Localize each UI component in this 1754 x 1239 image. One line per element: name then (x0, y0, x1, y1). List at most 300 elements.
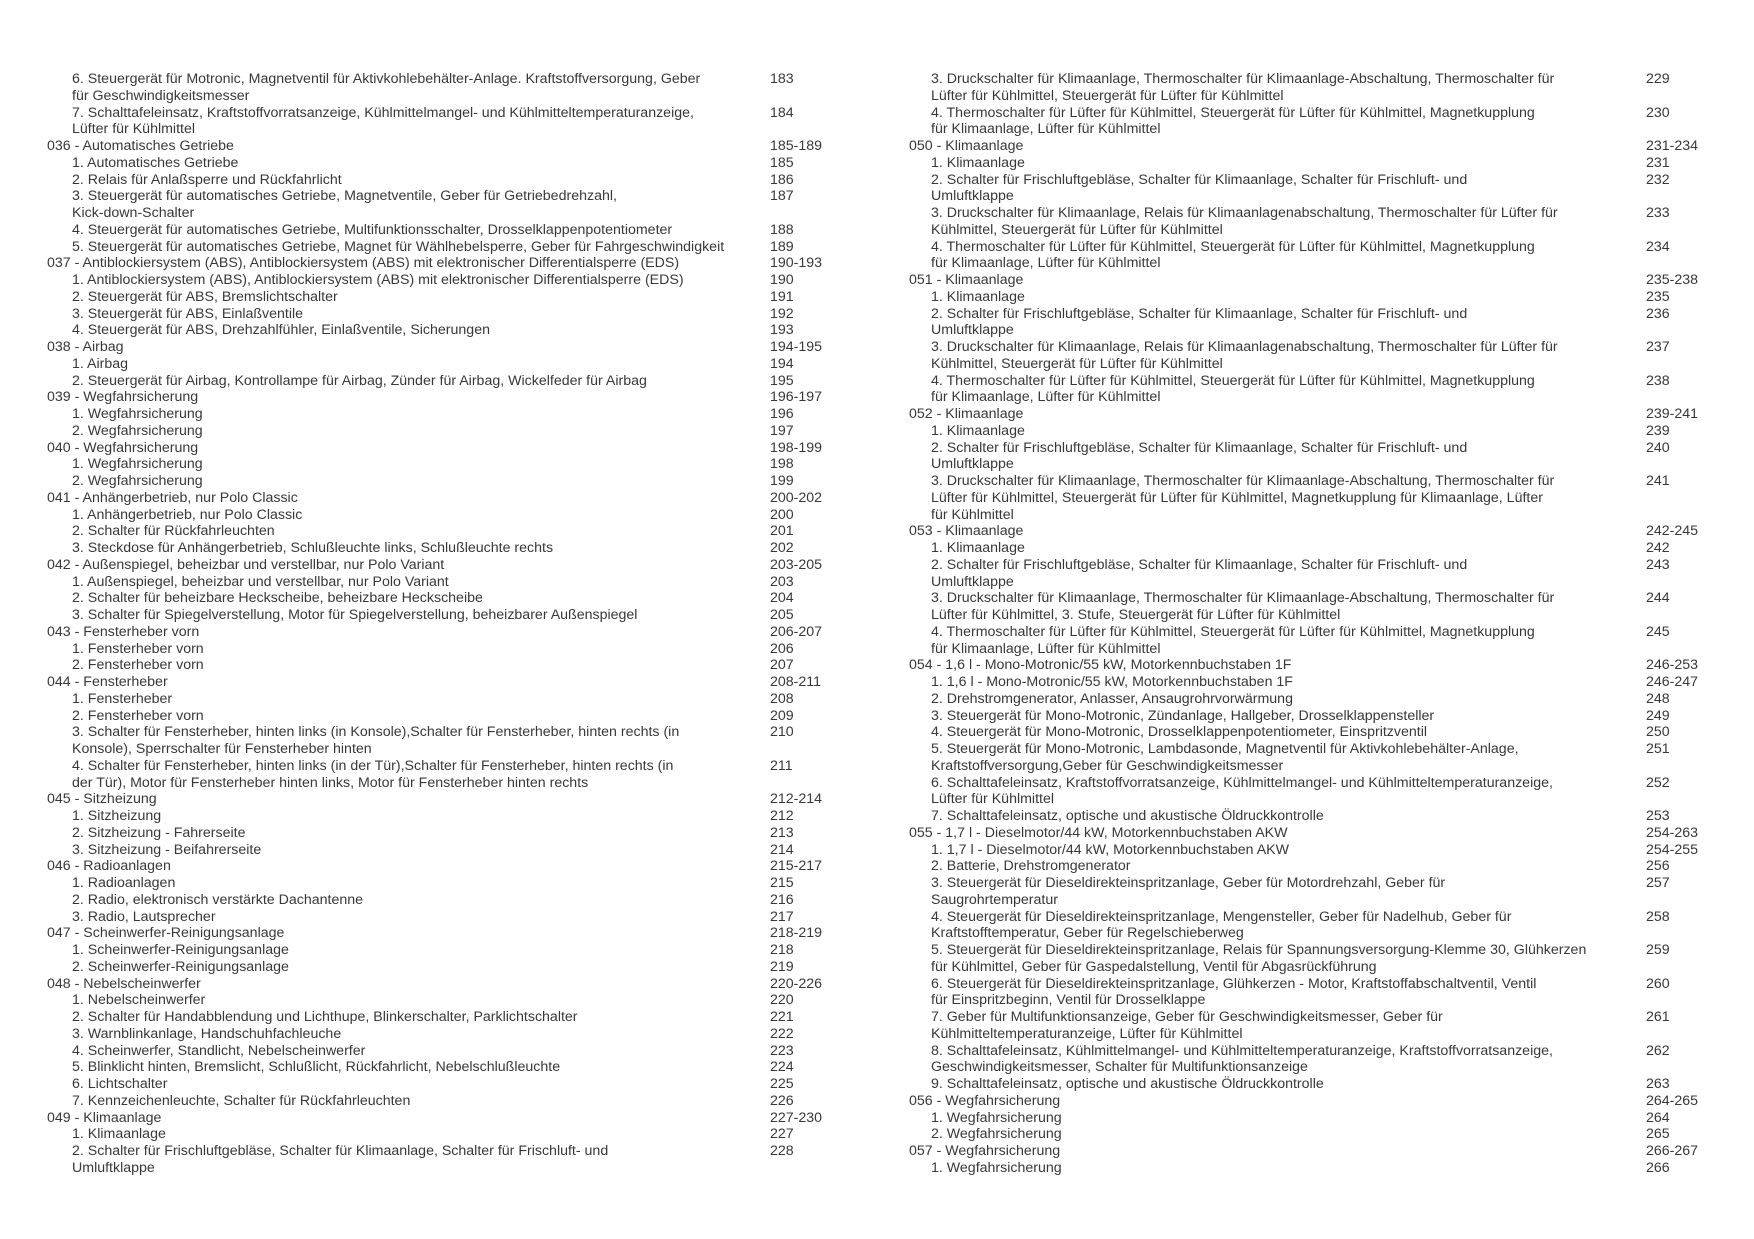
toc-sub-entry (47, 1026, 847, 1043)
toc-entry-page-number: 220-226 (770, 975, 823, 992)
toc-entry-continuation-line: Kick-down-Schalter (72, 205, 195, 221)
toc-entry-text (47, 875, 847, 892)
toc-sub-entry (47, 657, 847, 674)
toc-entry-page-number: 207 (770, 657, 794, 674)
toc-section-entry (47, 389, 847, 406)
toc-sub-entry (47, 1093, 847, 1110)
toc-entry-line: 4. Scheinwerfer, Standlicht, Nebelscheinwerfer (72, 1042, 366, 1059)
toc-entry-line: 053 - Klimaanlage (909, 523, 1024, 540)
toc-entry-line: 7. Schalttafeleinsatz, Kraftstoffvorratsanzeige, Kühlmittelmangel- und Kühlmitteltemperaturanzeige, (72, 104, 694, 121)
toc-entry-continuation-line: Lüfter für Kühlmittel (72, 121, 196, 138)
toc-sub-entry (909, 289, 1699, 306)
toc-entry-page-number: 235-238 (1646, 272, 1699, 288)
toc-sub-entry (909, 239, 1699, 273)
toc-entry-page-number: 237 (1646, 339, 1670, 355)
toc-entry-line: 054 - 1,6 l - Mono-Motronic/55 kW, Motorkennbuchstaben 1F (909, 657, 1292, 674)
toc-sub-entry (47, 540, 847, 557)
toc-sub-entry (47, 507, 847, 524)
toc-entry-page-number: 231-234 (1646, 138, 1699, 154)
toc-entry-text (909, 138, 1699, 155)
toc-entry-text (909, 674, 1699, 691)
toc-entry-text (909, 1093, 1699, 1110)
toc-sub-entry (47, 590, 847, 607)
toc-entry-continuation-line: Saugrohrtemperatur (931, 891, 1058, 908)
toc-entry-page-number: 206 (770, 640, 794, 657)
toc-entry-line: 3. Steuergerät für automatisches Getriebe, Magnetventile, Geber für Getriebedrehzahl, (72, 188, 617, 205)
toc-entry-line: 4. Thermoschalter für Lüfter für Kühlmittel, Steuergerät für Lüfter für Kühlmittel, Magnetkupplung (931, 238, 1535, 255)
toc-entry-line: 2. Steuergerät für ABS, Bremslichtschalter (72, 288, 338, 305)
toc-entry-line: 2. Wegfahrsicherung (931, 1126, 1062, 1143)
toc-sub-entry (909, 842, 1699, 859)
toc-entry-text (47, 557, 847, 574)
toc-entry-page-number: 254-255 (1646, 841, 1699, 858)
toc-sub-entry (909, 1043, 1699, 1077)
toc-entry-page-number: 187 (770, 188, 794, 205)
toc-entry-line: 3. Steckdose für Anhängerbetrieb, Schlußleuchte links, Schlußleuchte rechts (72, 540, 554, 556)
toc-section-entry (909, 1143, 1699, 1160)
toc-entry-page-number: 218 (770, 942, 794, 958)
toc-entry-page-number: 188 (770, 221, 794, 238)
toc-entry-text (47, 389, 847, 406)
toc-entry-text (47, 523, 847, 540)
toc-entry-line: 2. Fensterheber vorn (72, 657, 204, 674)
toc-section-entry (47, 339, 847, 356)
toc-sub-entry (909, 1160, 1699, 1177)
toc-entry-line: 2. Schalter für Rückfahrleuchten (72, 523, 275, 540)
toc-sub-entry (909, 373, 1699, 407)
toc-entry-text (47, 641, 847, 658)
toc-entry-page-number: 239 (1646, 422, 1670, 439)
toc-entry-text (909, 289, 1699, 306)
toc-entry-line: 055 - 1,7 l - Dieselmotor/44 kW, Motorkennbuchstaben AKW (909, 824, 1288, 841)
toc-entry-line: 052 - Klimaanlage (909, 406, 1024, 422)
toc-entry-line: 1. Wegfahrsicherung (931, 1109, 1062, 1126)
toc-sub-entry (47, 641, 847, 658)
toc-entry-text (909, 708, 1699, 725)
toc-entry-line: 6. Lichtschalter (72, 1076, 168, 1092)
toc-entry-line: 2. Fensterheber vorn (72, 707, 204, 724)
toc-entry-line: 7. Kennzeichenleuchte, Schalter für Rückfahrleuchten (72, 1092, 411, 1109)
toc-entry-continuation-line: Umluftklappe (931, 573, 1014, 590)
toc-entry-text (909, 523, 1699, 540)
toc-entry-page-number: 186 (770, 171, 794, 188)
toc-section-entry (909, 523, 1699, 540)
toc-section-entry (47, 1110, 847, 1127)
toc-sub-entry (909, 875, 1699, 909)
toc-section-entry (909, 138, 1699, 155)
toc-entry-text (909, 1076, 1699, 1093)
toc-section-entry (47, 557, 847, 574)
toc-entry-page-number: 261 (1646, 1009, 1670, 1025)
toc-entry-text (47, 356, 847, 373)
toc-entry-page-number: 229 (1646, 71, 1670, 87)
toc-entry-text (909, 306, 1699, 340)
toc-sub-entry (909, 205, 1699, 239)
toc-entry-line: 043 - Fensterheber vorn (47, 623, 200, 640)
toc-entry-text (47, 691, 847, 708)
toc-entry-text (47, 825, 847, 842)
toc-sub-entry (909, 306, 1699, 340)
toc-entry-page-number: 212-214 (770, 791, 823, 808)
toc-entry-page-number: 259 (1646, 942, 1670, 958)
toc-section-entry (47, 138, 847, 155)
toc-entry-line: 2. Relais für Anlaßsperre und Rückfahrlicht (72, 171, 342, 188)
toc-entry-line: 038 - Airbag (47, 339, 124, 355)
toc-entry-line: 5. Steuergerät für Dieseldirekteinspritzanlage, Relais für Spannungsversorgung-Klemme 30, Glühkerzen (931, 942, 1587, 958)
toc-entry-page-number: 197 (770, 422, 794, 439)
toc-entry-continuation-line: Kühlmittel, Steuergerät für Lüfter für Kühlmittel (931, 221, 1223, 238)
toc-entry-continuation-line: Kühlmitteltemperaturanzeige, Lüfter für Kühlmittel (931, 1025, 1243, 1042)
toc-entry-page-number: 196-197 (770, 389, 823, 406)
toc-entry-text (909, 1143, 1699, 1160)
toc-entry-page-number: 264-265 (1646, 1092, 1699, 1109)
toc-entry-page-number: 265 (1646, 1126, 1670, 1143)
toc-entry-text (47, 272, 847, 289)
toc-entry-text (909, 624, 1699, 658)
toc-entry-page-number: 226 (770, 1092, 794, 1109)
toc-sub-entry (909, 942, 1699, 976)
toc-sub-entry (47, 272, 847, 289)
toc-entry-page-number: 228 (770, 1143, 794, 1159)
toc-sub-entry (47, 691, 847, 708)
toc-entry-text (47, 373, 847, 390)
toc-sub-entry (909, 557, 1699, 591)
toc-entry-text (47, 507, 847, 524)
toc-entry-text (909, 942, 1699, 976)
toc-sub-entry (909, 1110, 1699, 1127)
toc-entry-text (909, 172, 1699, 206)
toc-sub-entry (47, 1059, 847, 1076)
toc-sub-entry (909, 440, 1699, 474)
toc-entry-line: 1. Klimaanlage (931, 422, 1025, 439)
toc-entry-line: 4. Steuergerät für Mono-Motronic, Drosselklappenpotentiometer, Einspritzventil (931, 724, 1428, 741)
toc-entry-page-number: 262 (1646, 1042, 1670, 1059)
toc-entry-line: 050 - Klimaanlage (909, 138, 1024, 154)
toc-entry-line: 056 - Wegfahrsicherung (909, 1092, 1061, 1109)
toc-entry-text (909, 339, 1699, 373)
toc-sub-entry (47, 825, 847, 842)
toc-entry-text (909, 1160, 1699, 1177)
toc-entry-page-number: 235 (1646, 288, 1670, 305)
toc-section-entry (909, 272, 1699, 289)
toc-entry-page-number: 204 (770, 590, 794, 607)
toc-entry-page-number: 246-247 (1646, 674, 1699, 690)
toc-entry-text (47, 808, 847, 825)
toc-sub-entry (47, 758, 847, 792)
toc-sub-entry (909, 674, 1699, 691)
toc-entry-line: 2. Schalter für Frischluftgebläse, Schalter für Klimaanlage, Schalter für Frischluft- und (931, 171, 1468, 188)
toc-entry-page-number: 234 (1646, 238, 1670, 255)
toc-sub-entry (47, 1143, 847, 1177)
toc-entry-page-number: 185 (770, 154, 794, 171)
toc-entry-line: 2. Schalter für beheizbare Heckscheibe, beheizbare Heckscheibe (72, 590, 483, 607)
toc-entry-page-number: 212 (770, 808, 794, 824)
toc-entry-line: 1. Scheinwerfer-Reinigungsanlage (72, 942, 289, 958)
toc-entry-line: 044 - Fensterheber (47, 674, 168, 690)
toc-entry-page-number: 193 (770, 322, 794, 339)
toc-entry-text (47, 842, 847, 859)
toc-entry-page-number: 260 (1646, 975, 1670, 992)
toc-entry-line: 4. Thermoschalter für Lüfter für Kühlmittel, Steuergerät für Lüfter für Kühlmittel, Magnetkupplung (931, 104, 1535, 121)
toc-entry-line: 5. Blinklicht hinten, Bremslicht, Schlußlicht, Rückfahrlicht, Nebelschlußleuchte (72, 1059, 561, 1076)
toc-entry-line: 1. Nebelscheinwerfer (72, 992, 206, 1009)
toc-entry-line: 1. Automatisches Getriebe (72, 154, 239, 171)
toc-entry-line: 1. Airbag (72, 355, 129, 372)
toc-entry-page-number: 213 (770, 824, 794, 841)
toc-sub-entry (909, 976, 1699, 1010)
toc-entry-page-number: 227 (770, 1126, 794, 1143)
toc-entry-page-number: 251 (1646, 741, 1670, 757)
toc-entry-text (47, 138, 847, 155)
toc-entry-text (47, 222, 847, 239)
toc-entry-continuation-line: Umluftklappe (72, 1159, 155, 1176)
toc-entry-page-number: 216 (770, 891, 794, 908)
toc-entry-page-number: 257 (1646, 875, 1670, 891)
toc-sub-entry (47, 289, 847, 306)
toc-sub-entry (909, 741, 1699, 775)
toc-sub-entry (909, 339, 1699, 373)
toc-entry-page-number: 217 (770, 908, 794, 925)
toc-entry-line: 4. Schalter für Fensterheber, hinten links (in der Tür),Schalter für Fensterheber, hinten rechts (in (72, 757, 674, 774)
toc-entry-line: 2. Sitzheizung - Fahrerseite (72, 824, 246, 841)
toc-sub-entry (47, 105, 847, 139)
toc-entry-line: 1. Radioanlagen (72, 875, 176, 891)
toc-entry-line: 5. Steuergerät für Mono-Motronic, Lambdasonde, Magnetventil für Aktivkohlebehälter-Anlage, (931, 741, 1519, 757)
toc-entry-text (47, 490, 847, 507)
toc-entry-continuation-line: für Kühlmittel (931, 506, 1014, 523)
toc-entry-text (909, 1009, 1699, 1043)
toc-entry-text (909, 976, 1699, 1010)
toc-entry-page-number: 183 (770, 71, 794, 87)
toc-entry-text (47, 322, 847, 339)
toc-entry-text (47, 540, 847, 557)
toc-entry-page-number: 253 (1646, 808, 1670, 824)
toc-entry-text (909, 1126, 1699, 1143)
toc-sub-entry (909, 105, 1699, 139)
toc-sub-entry (47, 1009, 847, 1026)
toc-sub-entry (909, 1076, 1699, 1093)
toc-entry-text (909, 775, 1699, 809)
toc-entry-page-number: 211 (770, 757, 793, 774)
toc-entry-text (47, 1126, 847, 1143)
toc-entry-page-number: 220 (770, 992, 794, 1009)
toc-entry-continuation-line: für Klimaanlage, Lüfter für Kühlmittel (931, 255, 1161, 272)
toc-entry-line: 039 - Wegfahrsicherung (47, 389, 199, 406)
toc-entry-page-number: 241 (1646, 473, 1670, 489)
toc-entry-page-number: 244 (1646, 590, 1670, 607)
toc-section-entry (47, 791, 847, 808)
toc-entry-text (47, 473, 847, 490)
toc-entry-continuation-line: Lüfter für Kühlmittel, 3. Stufe, Steuergerät für Lüfter für Kühlmittel (931, 607, 1341, 623)
toc-entry-page-number: 190-193 (770, 255, 823, 272)
toc-entry-text (47, 624, 847, 641)
toc-entry-text (909, 557, 1699, 591)
toc-entry-page-number: 246-253 (1646, 657, 1699, 674)
toc-entry-continuation-line: für Geschwindigkeitsmesser (72, 87, 250, 104)
toc-entry-line: 2. Schalter für Frischluftgebläse, Schalter für Klimaanlage, Schalter für Frischluft- und (931, 556, 1468, 573)
toc-entry-line: 2. Schalter für Handabblendung und Lichthupe, Blinkerschalter, Parklichtschalter (72, 1009, 578, 1025)
toc-section-entry (47, 624, 847, 641)
toc-entry-line: 1. Wegfahrsicherung (72, 456, 203, 473)
toc-entry-page-number: 208-211 (770, 674, 822, 690)
toc-section-entry (47, 674, 847, 691)
toc-entry-text (909, 473, 1699, 523)
toc-entry-line: 1. Außenspiegel, beheizbar und verstellbar, nur Polo Variant (72, 573, 449, 590)
toc-sub-entry (909, 473, 1699, 523)
toc-entry-line: 037 - Antiblockiersystem (ABS), Antiblockiersystem (ABS) mit elektronischer Differentialsperre (EDS) (47, 255, 680, 272)
toc-entry-continuation-line: der Tür), Motor für Fensterheber hinten links, Motor für Fensterheber hinten rechts (72, 774, 589, 791)
toc-section-entry (909, 825, 1699, 842)
toc-entry-line: 7. Geber für Multifunktionsanzeige, Geber für Geschwindigkeitsmesser, Geber für (931, 1009, 1443, 1025)
toc-entry-text (47, 942, 847, 959)
toc-entry-text (909, 875, 1699, 909)
toc-entry-page-number: 230 (1646, 104, 1670, 121)
toc-sub-entry (47, 992, 847, 1009)
toc-entry-line: 9. Schalttafeleinsatz, optische und akustische Öldruckkontrolle (931, 1076, 1324, 1092)
toc-entry-line: 1. Wegfahrsicherung (931, 1159, 1062, 1176)
toc-entry-page-number: 196 (770, 406, 794, 422)
toc-entry-line: 036 - Automatisches Getriebe (47, 138, 234, 154)
toc-entry-line: 1. Klimaanlage (72, 1126, 166, 1143)
toc-entry-page-number: 266 (1646, 1159, 1670, 1176)
toc-entry-text (47, 406, 847, 423)
toc-sub-entry (909, 858, 1699, 875)
toc-entry-page-number: 205 (770, 607, 794, 623)
toc-sub-entry (47, 959, 847, 976)
toc-entry-line: 3. Radio, Lautsprecher (72, 908, 216, 925)
toc-entry-line: 042 - Außenspiegel, beheizbar und verstellbar, nur Polo Variant (47, 556, 445, 573)
toc-sub-entry (47, 708, 847, 725)
toc-entry-text (909, 842, 1699, 859)
toc-entry-page-number: 203-205 (770, 556, 823, 573)
toc-entry-page-number: 249 (1646, 707, 1670, 724)
toc-sub-entry (47, 423, 847, 440)
toc-entry-page-number: 219 (770, 958, 794, 975)
toc-sub-entry (47, 456, 847, 473)
toc-sub-entry (47, 322, 847, 339)
toc-entry-page-number: 184 (770, 104, 794, 121)
toc-entry-line: 1. Antiblockiersystem (ABS), Antiblockiersystem (ABS) mit elektronischer Differentialsperre (EDS) (72, 272, 684, 288)
toc-entry-page-number: 248 (1646, 690, 1670, 707)
toc-entry-continuation-line: für Einspritzbeginn, Ventil für Drosselklappe (931, 992, 1206, 1009)
toc-entry-page-number: 256 (1646, 858, 1670, 875)
toc-entry-line: 048 - Nebelscheinwerfer (47, 975, 201, 992)
toc-section-entry (47, 440, 847, 457)
toc-entry-text (47, 255, 847, 272)
toc-entry-line: 049 - Klimaanlage (47, 1109, 162, 1126)
toc-entry-text (909, 858, 1699, 875)
toc-section-entry (47, 490, 847, 507)
toc-entry-text (909, 71, 1699, 105)
toc-entry-page-number: 254-263 (1646, 824, 1699, 841)
toc-entry-text (47, 239, 847, 256)
toc-entry-line: 2. Batterie, Drehstromgenerator (931, 858, 1131, 875)
toc-entry-page-number: 243 (1646, 556, 1670, 573)
toc-entry-line: 3. Sitzheizung - Beifahrerseite (72, 841, 262, 858)
toc-entry-line: 3. Warnblinkanlage, Handschuhfachleuche (72, 1025, 342, 1042)
toc-entry-text (47, 758, 847, 792)
toc-entry-text (909, 1110, 1699, 1127)
toc-entry-line: 3. Steuergerät für Dieseldirekteinspritzanlage, Geber für Motordrehzahl, Geber für (931, 875, 1446, 891)
toc-entry-text (47, 657, 847, 674)
toc-entry-line: 3. Steuergerät für ABS, Einlaßventile (72, 305, 304, 322)
toc-entry-page-number: 225 (770, 1076, 794, 1092)
toc-sub-entry (47, 306, 847, 323)
toc-entry-text (909, 808, 1699, 825)
toc-entry-page-number: 190 (770, 272, 794, 288)
toc-sub-entry (909, 1126, 1699, 1143)
toc-entry-page-number: 189 (770, 238, 794, 255)
toc-entry-page-number: 191 (770, 288, 794, 305)
toc-entry-line: 2. Wegfahrsicherung (72, 473, 203, 489)
toc-entry-page-number: 192 (770, 305, 794, 322)
toc-entry-line: 3. Druckschalter für Klimaanlage, Thermoschalter für Klimaanlage-Abschaltung, Thermoschalter für (931, 473, 1555, 489)
toc-entry-line: 057 - Wegfahrsicherung (909, 1143, 1061, 1159)
toc-entry-page-number: 242 (1646, 540, 1670, 556)
toc-entry-page-number: 200 (770, 506, 794, 523)
toc-entry-text (909, 440, 1699, 474)
toc-entry-line: 046 - Radioanlagen (47, 858, 171, 875)
toc-entry-text (909, 657, 1699, 674)
toc-sub-entry (47, 523, 847, 540)
toc-sub-entry (47, 239, 847, 256)
toc-entry-continuation-line: Kraftstofftemperatur, Geber für Regelschieberweg (931, 925, 1244, 942)
toc-entry-continuation-line: Kühlmittel, Steuergerät für Lüfter für Kühlmittel (931, 355, 1223, 372)
toc-entry-page-number: 238 (1646, 372, 1670, 389)
toc-section-entry (47, 858, 847, 875)
toc-entry-line: 051 - Klimaanlage (909, 272, 1024, 288)
toc-entry-line: 4. Steuergerät für ABS, Drehzahlfühler, Einlaßventile, Sicherungen (72, 322, 490, 339)
toc-sub-entry (47, 1043, 847, 1060)
toc-entry-page-number: 200-202 (770, 489, 823, 506)
toc-sub-entry (909, 624, 1699, 658)
toc-entry-text (47, 1076, 847, 1093)
toc-entry-continuation-line: Umluftklappe (931, 188, 1014, 205)
toc-entry-text (47, 423, 847, 440)
toc-entry-text (909, 825, 1699, 842)
toc-sub-entry (47, 875, 847, 892)
toc-entry-text (47, 1110, 847, 1127)
toc-entry-line: 1. Klimaanlage (931, 154, 1025, 171)
toc-entry-page-number: 266-267 (1646, 1143, 1699, 1159)
toc-entry-line: 8. Schalttafeleinsatz, Kühlmittelmangel- und Kühlmitteltemperaturanzeige, Kraftstoffvorratsanzeige, (931, 1042, 1553, 1059)
toc-entry-continuation-line: Geschwindigkeitsmesser, Schalter für Multifunktionsanzeige (931, 1059, 1308, 1076)
toc-entry-page-number: 194 (770, 355, 794, 372)
toc-entry-line: 5. Steuergerät für automatisches Getriebe, Magnet für Wählhebelsperre, Geber für Fahrgeschwindigkeit (72, 238, 725, 255)
toc-sub-entry (909, 708, 1699, 725)
toc-entry-continuation-line: für Klimaanlage, Lüfter für Kühlmittel (931, 640, 1161, 657)
toc-entry-text (909, 155, 1699, 172)
toc-entry-line: 047 - Scheinwerfer-Reinigungsanlage (47, 925, 285, 942)
toc-entry-text (909, 406, 1699, 423)
toc-entry-line: 7. Schalttafeleinsatz, optische und akustische Öldruckkontrolle (931, 808, 1324, 824)
toc-entry-line: 1. Klimaanlage (931, 540, 1025, 556)
toc-entry-page-number: 201 (770, 523, 794, 540)
toc-section-entry (909, 406, 1699, 423)
toc-entry-line: 1. Anhängerbetrieb, nur Polo Classic (72, 506, 303, 523)
toc-sub-entry (47, 942, 847, 959)
toc-entry-text (47, 1143, 847, 1177)
toc-entry-line: 4. Thermoschalter für Lüfter für Kühlmittel, Steuergerät für Lüfter für Kühlmittel, Magnetkupplung (931, 623, 1535, 640)
toc-entry-page-number: 245 (1646, 623, 1670, 640)
toc-section-entry (47, 255, 847, 272)
toc-entry-text (909, 590, 1699, 624)
toc-entry-continuation-line: Lüfter für Kühlmittel, Steuergerät für Lüfter für Kühlmittel (931, 87, 1284, 104)
toc-entry-text (909, 1043, 1699, 1077)
toc-entry-line: 3. Schalter für Spiegelverstellung, Motor für Spiegelverstellung, beheizbarer Außenspiegel (72, 607, 638, 623)
toc-entry-page-number: 227-230 (770, 1109, 823, 1126)
toc-entry-text (47, 959, 847, 976)
